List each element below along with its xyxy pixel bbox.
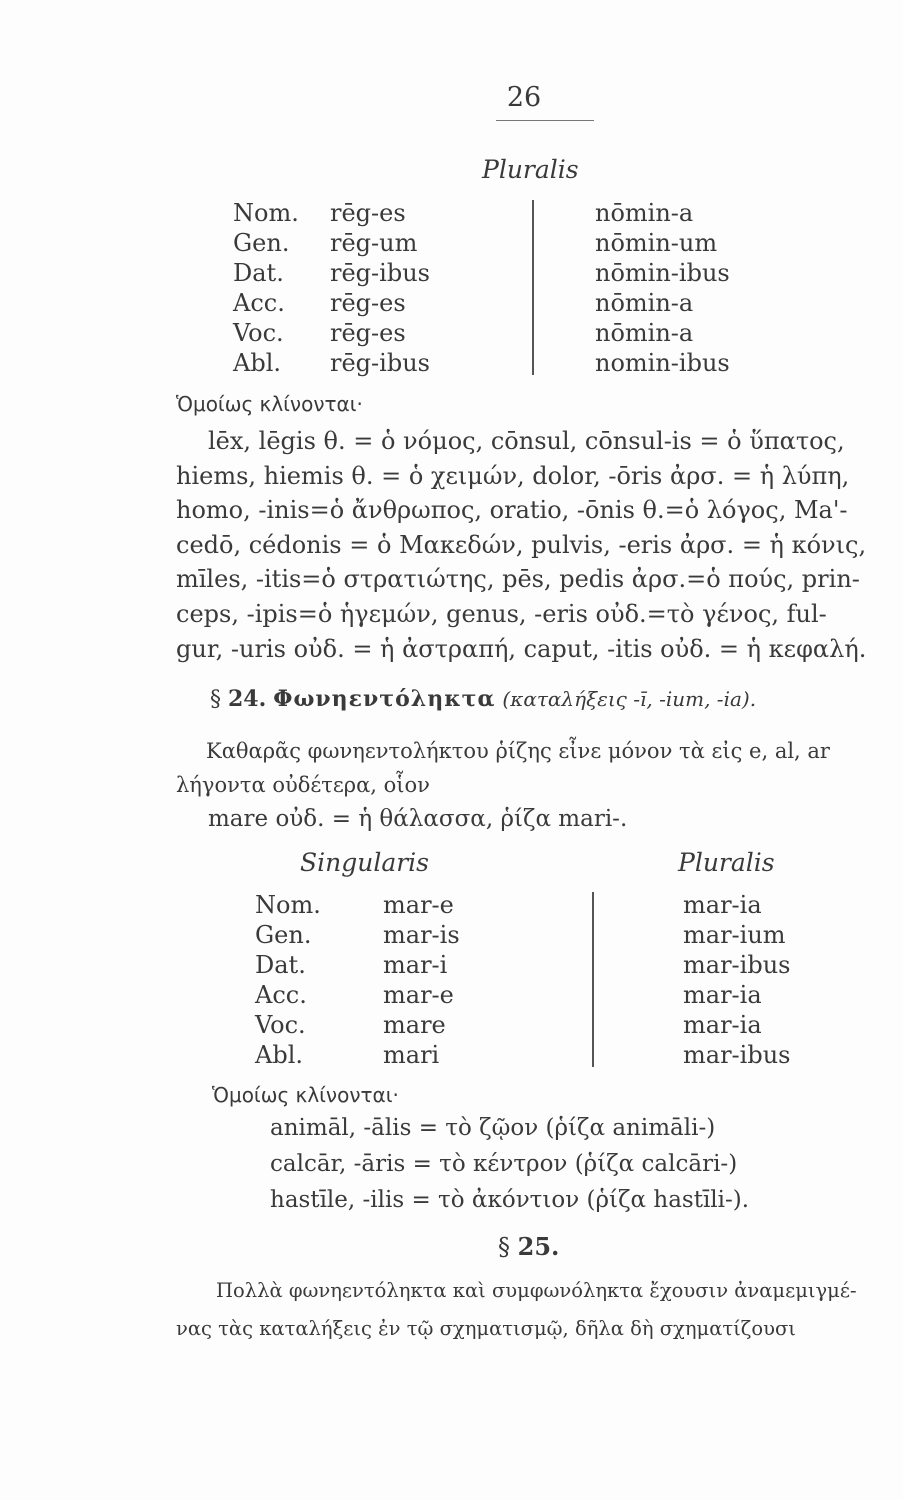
table1-heading: Pluralis <box>482 155 579 184</box>
case-label: Nom. <box>233 199 299 227</box>
case-label: Voc. <box>233 319 284 347</box>
form-cell: nomin-ibus <box>595 349 730 377</box>
table1-divider <box>532 200 534 375</box>
examples-paragraph <box>176 424 894 666</box>
section-subtitle: (καταλήξεις -ī, -ium, -ia). <box>502 687 757 711</box>
table1-reg-column <box>330 198 430 378</box>
text-line: Καθαρᾶς φωνηεντολήκτου ῥίζης εἶνε μόνον τὰ εἰς e, al, ar <box>206 739 830 763</box>
case-label: Acc. <box>255 981 307 1009</box>
examples-list <box>270 1110 749 1218</box>
form-cell: nōmin-um <box>595 229 718 257</box>
table2-divider <box>592 892 594 1067</box>
case-label: Abl. <box>233 349 281 377</box>
form-cell: nōmin-ibus <box>595 259 730 287</box>
form-cell: rēg-es <box>330 289 406 317</box>
similar-declension-intro: Ὁμοίως κλίνονται· <box>212 1083 399 1107</box>
case-label: Dat. <box>233 259 284 287</box>
form-cell: mar-ia <box>683 1011 762 1039</box>
case-label: Abl. <box>255 1041 303 1069</box>
section-title: Φωνηεντόληκτα <box>273 686 496 712</box>
case-label: Voc. <box>255 1011 306 1039</box>
form-cell: rēg-ibus <box>330 259 430 287</box>
header-rule <box>496 120 594 121</box>
table2-plural-heading: Pluralis <box>678 848 775 877</box>
form-cell: nōmin-a <box>595 289 694 317</box>
form-cell: rēg-es <box>330 199 406 227</box>
section-24-paragraph <box>176 734 894 836</box>
form-cell: rēg-um <box>330 229 418 257</box>
table1-case-column <box>233 198 299 378</box>
case-label: Dat. <box>255 951 306 979</box>
text-line: ceps, -ipis=ὁ ἡγεμών, genus, -eris οὐδ.=τὸ γένος, ful- <box>176 599 827 628</box>
example-line: animāl, -ālis = τὸ ζῷον (ῥίζα animāli-) <box>270 1115 716 1141</box>
table2-plural-column <box>683 890 790 1070</box>
page-number: 26 <box>506 82 542 113</box>
section-24-heading <box>210 686 756 712</box>
case-label: Nom. <box>255 891 321 919</box>
form-cell: mari <box>383 1041 440 1069</box>
text-line: mīles, -itis=ὁ στρατιώτης, pēs, pedis ἀρσ.=ὁ πούς, prin- <box>176 565 860 594</box>
text-line: lēx, lēgis θ. = ὁ νόμος, cōnsul, cōnsul-is = ὁ ὕπατος, <box>208 427 845 455</box>
text-line: νας τὰς καταλήξεις ἐν τῷ σχηματισμῷ, δῆλα δὴ σχηματίζουσι <box>176 1317 796 1340</box>
section-symbol: § <box>498 1233 510 1261</box>
text-line: gur, -uris οὐδ. = ἡ ἀστραπή, caput, -itis οὐδ. = ἡ κεφαλή. <box>176 634 867 663</box>
text-line: λήγοντα οὐδέτερα, οἷον <box>176 773 430 797</box>
form-cell: mar-ibus <box>683 1041 791 1069</box>
form-cell: mar-ium <box>683 921 786 949</box>
case-label: Gen. <box>255 921 312 949</box>
table2-case-column <box>255 890 321 1070</box>
form-cell: rēg-ibus <box>330 349 430 377</box>
form-cell: mar-ia <box>683 981 762 1009</box>
form-cell: mar-ia <box>683 891 762 919</box>
text-line: Πολλὰ φωνηεντόληκτα καὶ συμφωνόληκτα ἔχουσιν ἀναμεμιγμέ- <box>216 1279 857 1302</box>
example-line: hastīle, -ilis = τὸ ἀκόντιον (ῥίζα hastīli-). <box>270 1187 750 1213</box>
table1-nomin-column <box>595 198 730 378</box>
text-line: mare οὐδ. = ἡ θάλασσα, ῥίζα mari-. <box>208 806 628 832</box>
text-line: hiems, hiemis θ. = ὁ χειμών, dolor, -ōris ἀρσ. = ἡ λύπη, <box>176 461 850 490</box>
form-cell: mar-is <box>383 921 460 949</box>
text-line: cedō, cédonis = ὁ Μακεδών, pulvis, -eris ἀρσ. = ἡ κόνις, <box>176 530 867 559</box>
section-number: 24. <box>228 686 267 712</box>
text-line: homo, -inis=ὁ ἄνθρωπος, oratio, -ōnis θ.=ὁ λόγος, Ma'- <box>176 496 848 525</box>
example-line: calcār, -āris = τὸ κέντρον (ῥίζα calcāri-) <box>270 1151 738 1177</box>
section-number: 25. <box>517 1232 560 1261</box>
form-cell: rēg-es <box>330 319 406 347</box>
case-label: Gen. <box>233 229 290 257</box>
form-cell: mar-i <box>383 951 448 979</box>
form-cell: mar-e <box>383 981 454 1009</box>
table2-singular-column <box>383 890 460 1070</box>
section-symbol: § <box>210 687 221 712</box>
section-25-heading <box>498 1232 559 1261</box>
form-cell: mar-e <box>383 891 454 919</box>
section-25-paragraph <box>176 1272 894 1348</box>
table2-singular-heading: Singularis <box>300 848 430 877</box>
form-cell: nōmin-a <box>595 199 694 227</box>
similar-declension-intro: Ὁμοίως κλίνονται· <box>176 392 363 416</box>
form-cell: nōmin-a <box>595 319 694 347</box>
form-cell: mare <box>383 1011 446 1039</box>
case-label: Acc. <box>233 289 285 317</box>
form-cell: mar-ibus <box>683 951 791 979</box>
